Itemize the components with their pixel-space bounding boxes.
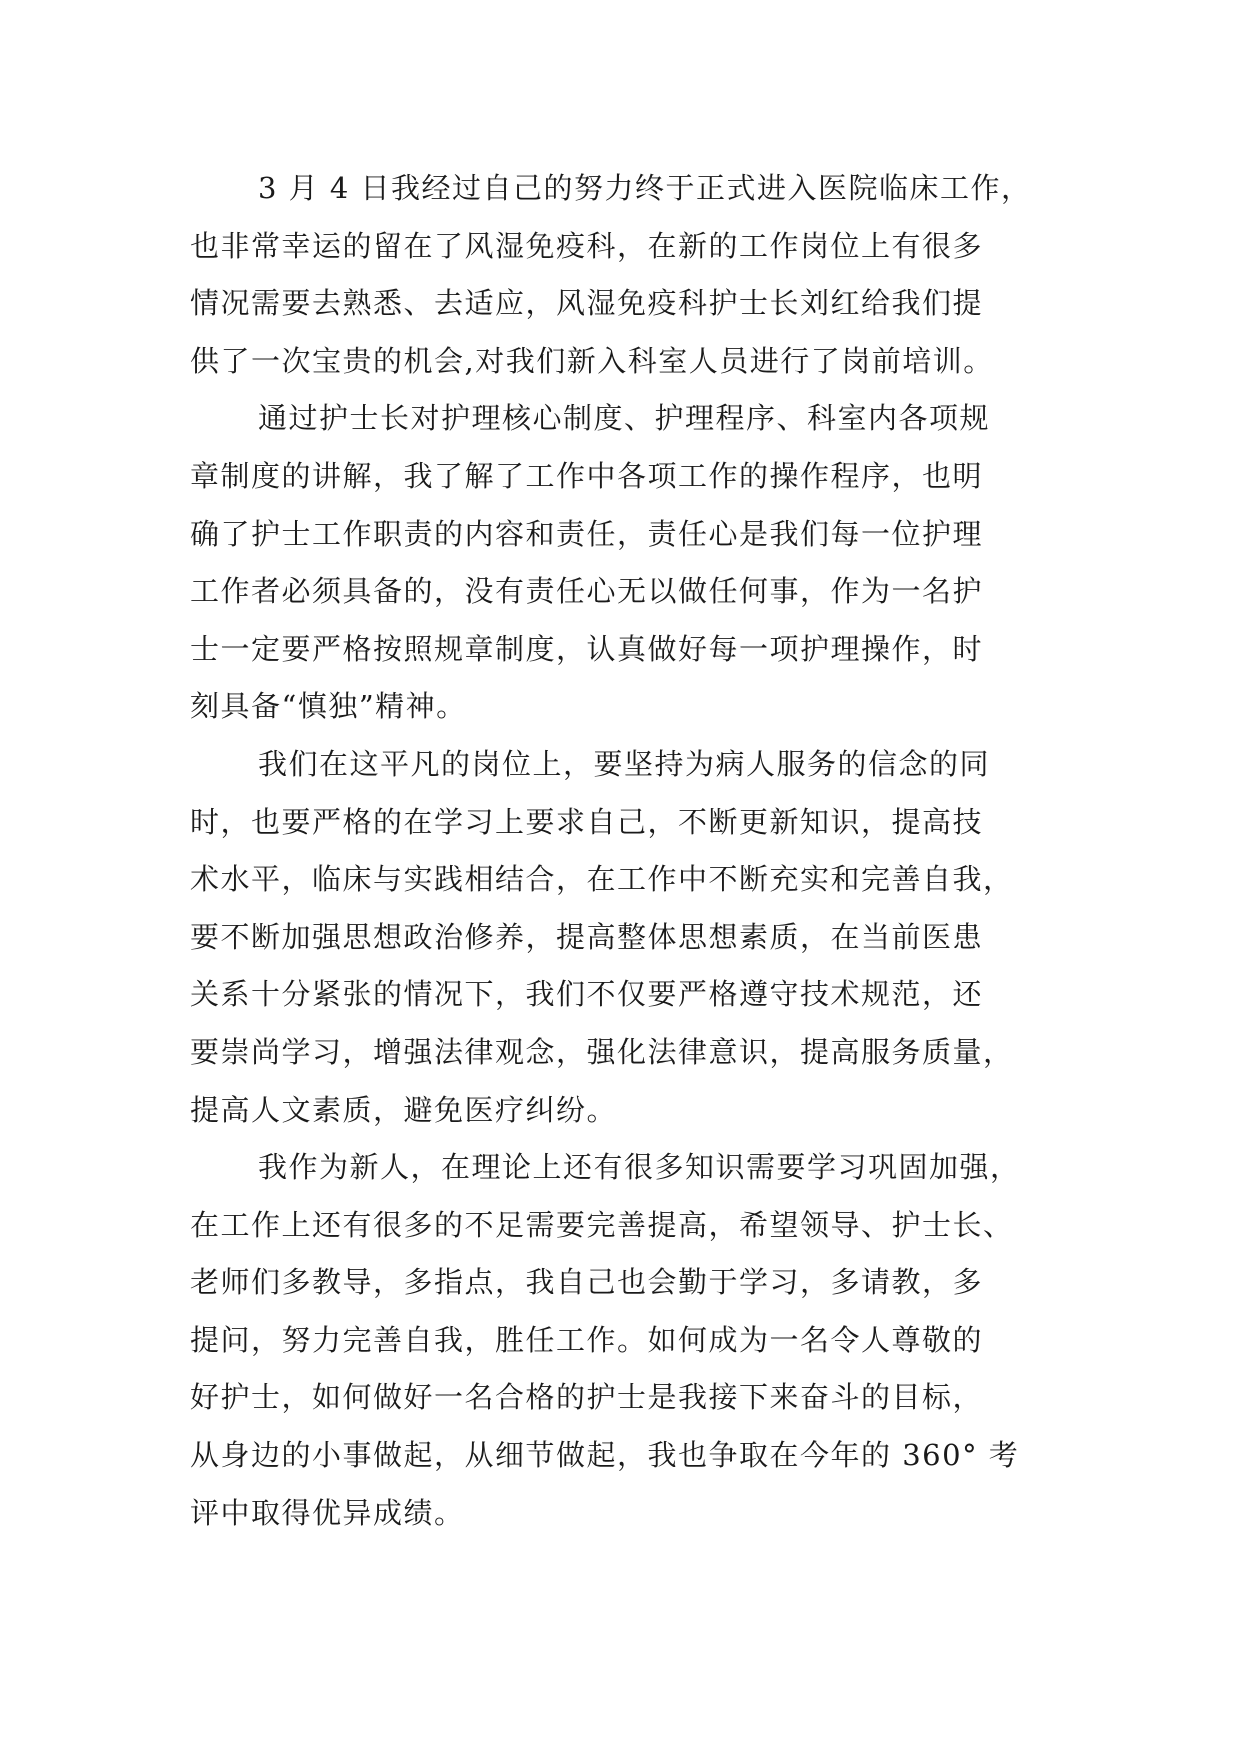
paragraph-2 (190, 390, 1090, 736)
text-line: 章制度的讲解，我了解了工作中各项工作的操作程序，也明 (190, 458, 984, 493)
text-line: 关系十分紧张的情况下，我们不仅要严格遵守技术规范，还 (190, 977, 984, 1012)
text-line: 在工作上还有很多的不足需要完善提高，希望领导、护士长、 (190, 1207, 1014, 1242)
paragraph-1 (190, 160, 1090, 390)
text-line: 要不断加强思想政治修养，提高整体思想素质，在当前医患 (190, 919, 984, 954)
text-line: 3 月 4 日我经过自己的努力终于正式进入医院临床工作， (258, 171, 1032, 205)
text-line: 我作为新人，在理论上还有很多知识需要学习巩固加强， (258, 1150, 1021, 1185)
text-line: 也非常幸运的留在了风湿免疫科，在新的工作岗位上有很多 (190, 228, 984, 263)
text-line: 术水平，临床与实践相结合，在工作中不断充实和完善自我， (190, 862, 1014, 897)
text-line: 从身边的小事做起，从细节做起，我也争取在今年的 360° 考 (190, 1438, 1020, 1473)
text-line: 我们在这平凡的岗位上，要坚持为病人服务的信念的同 (258, 746, 991, 781)
text-line: 时，也要严格的在学习上要求自己，不断更新知识，提高技 (190, 804, 984, 839)
text-line: 评中取得优异成绩。 (190, 1495, 465, 1530)
text-line: 提高人文素质，避免医疗纠纷。 (190, 1092, 618, 1127)
document-body (190, 160, 1090, 1542)
text-line: 好护士，如何做好一名合格的护士是我接下来奋斗的目标， (190, 1380, 984, 1415)
text-line: 提问，努力完善自我，胜任工作。如何成为一名令人尊敬的 (190, 1322, 984, 1357)
text-line: 老师们多教导，多指点，我自己也会勤于学习，多请教，多 (190, 1265, 984, 1300)
paragraph-3 (190, 736, 1090, 1139)
paragraph-4 (190, 1139, 1090, 1542)
text-line: 要崇尚学习，增强法律观念，强化法律意识，提高服务质量， (190, 1034, 1014, 1069)
text-line: 刻具备“慎独”精神。 (190, 689, 467, 724)
text-line: 确了护士工作职责的内容和责任，责任心是我们每一位护理 (190, 516, 984, 551)
text-line: 士一定要严格按照规章制度，认真做好每一项护理操作，时 (190, 631, 984, 666)
text-line: 供了一次宝贵的机会,对我们新入科室人员进行了岗前培训。 (190, 343, 994, 378)
text-line: 情况需要去熟悉、去适应，风湿免疫科护士长刘红给我们提 (190, 286, 984, 321)
text-line: 工作者必须具备的，没有责任心无以做任何事，作为一名护 (190, 574, 984, 609)
text-line: 通过护士长对护理核心制度、护理程序、科室内各项规 (258, 401, 991, 436)
